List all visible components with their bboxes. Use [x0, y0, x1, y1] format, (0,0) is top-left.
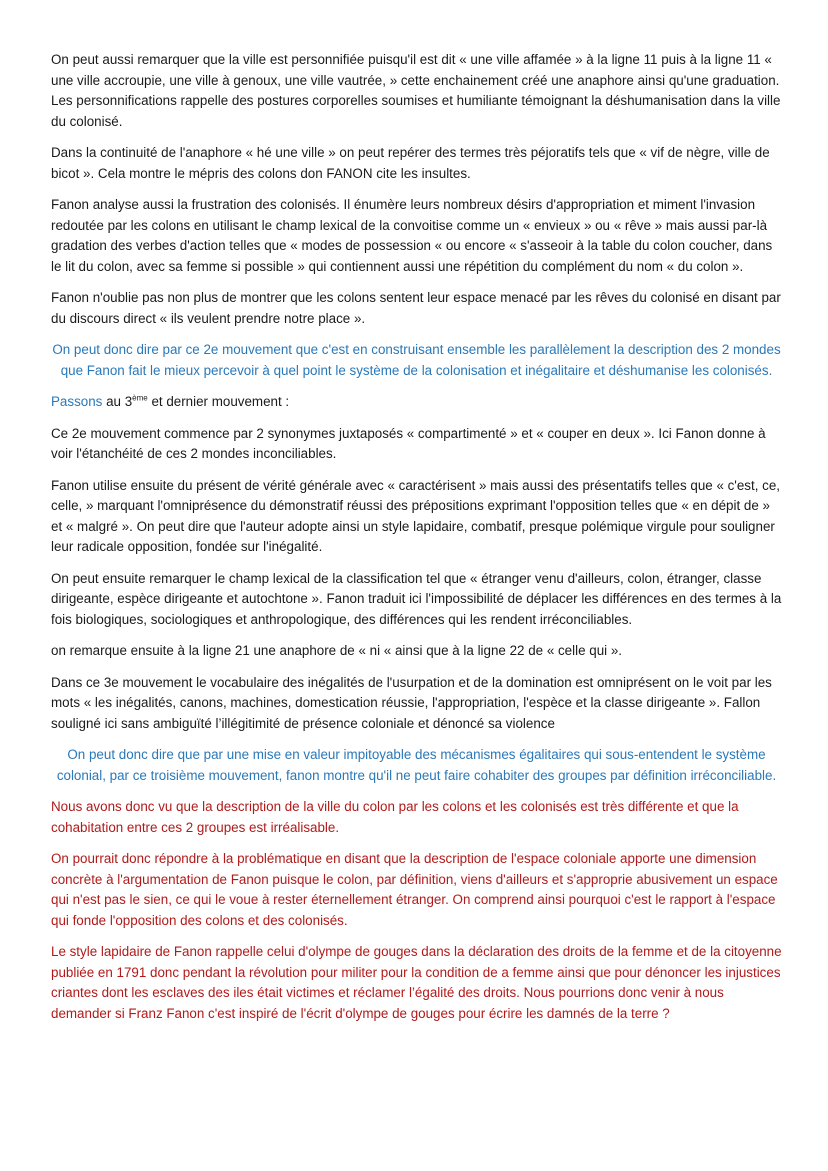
paragraph-personification: On peut aussi remarquer que la ville est personnifiée puisqu'il est dit « une ville affamée » à la ligne 11 puis à la ligne 11 « une ville accroupie, une ville à genoux, une ville vautrée, » cette enchainement créé une anaphore ainsi qu'une graduation. Les personnifications rappelle des postures corporelles soumises et humiliante témoignant la déshumanisation dans la ville du colonisé.: [51, 52, 781, 129]
paragraph-frustration: Fanon analyse aussi la frustration des colonisés. Il énumère leurs nombreux désirs d'appropriation et miment l'invasion redoutée par les colons en utilisant le champ lexical de la convoitise comme un « envieux » ou « rêve » mais aussi par-là gradation des verbes d'action telles que « modes de possession « ou encore « s'asseoir à la table du colon coucher, dans le lit du colon, avec sa femme si possible » qui contiennent aussi une répétition du complément du nom « du colon ».: [51, 197, 773, 274]
conclusion-ouverture: Le style lapidaire de Fanon rappelle celui d'olympe de gouges dans la déclaration des droits de la femme et de la citoyenne publiée en 1791 donc pendant la révolution pour militer pour la condition de a femme ainsi que pour dénoncer les injustices criantes dont les esclaves des iles était victimes et réclamer l’égalité des droits. Nous pourrions donc venir à nous demander si Franz Fanon c'est inspiré de l'écrit d'olympe de gouges pour écrire les damnés de la terre ?: [51, 944, 782, 1021]
paragraph-synonymes: Ce 2e mouvement commence par 2 synonymes juxtaposés « compartimenté » et « couper en deux ». Ici Fanon donne à voir l'étanchéité de ces 2 mondes inconciliables.: [51, 425, 766, 461]
conclusion-mouvement-3: On peut donc dire que par une mise en valeur impitoyable des mécanismes égalitaires qui sous-entendent le système colonial, par ce troisième mouvement, fanon montre qu'il ne peut faire cohabiter des groupes par définition irréconciliable.: [56, 747, 777, 783]
paragraph-classification: On peut ensuite remarquer le champ lexical de la classification tel que « étranger venu d'ailleurs, colon, étranger, classe dirigeante, espèce dirigeante et autochtone ». Fanon traduit ici l'impossibilité de déplacer les différences en des termes à la fois biologiques, sociologiques et anthropologique, des différences qui les rendent irréconciliables.: [51, 570, 782, 627]
conclusion-problematique: On pourrait donc répondre à la problématique en disant que la description de l'espace coloniale apporte une dimension concrète à l'argumentation de Fanon puisque le colon, par définition, viens d'ailleurs et s'approprie abusivement un espace qui n'est pas le sien, ce qui le voue à rester éternellement étranger. On comprend ainsi pourquoi c'est le rapport à l'espace qui fonde l'opposition des colons et des colonisés.: [51, 851, 778, 928]
heading-superscript: ème: [132, 393, 148, 403]
conclusion-bilan: Nous avons donc vu que la description de la ville du colon par les colons et les colonisés est très différente et que la cohabitation entre ces 2 groupes est irréalisable.: [51, 799, 739, 835]
conclusion-mouvement-2: On peut donc dire par ce 2e mouvement que c'est en construisant ensemble les parallèlement la description des 2 mondes que Fanon fait le mieux percevoir à quel point le système de la colonisation et inégalitaire et déshumanise les colonisés.: [52, 342, 781, 378]
paragraph-inegalites: Dans ce 3e mouvement le vocabulaire des inégalités de l'usurpation et de la domination est omniprésent on le voit par les mots « les inégalités, canons, machines, domestication réussie, l'appropriation, l'espèce et la classe dirigeante ». Fallon souligné ici sans ambiguïté l’illégitimité de présence coloniale et dénoncé sa violence: [51, 674, 772, 731]
paragraph-anaphore-ni: on remarque ensuite à la ligne 21 une anaphore de « ni « ainsi que à la ligne 22 de « celle qui ».: [51, 643, 623, 658]
paragraph-espace-menace: Fanon n'oublie pas non plus de montrer que les colons sentent leur espace menacé par les rêves du colonisé en disant par du discours direct « ils veulent prendre notre place ».: [51, 290, 781, 326]
passons-word: Passons: [51, 394, 103, 409]
heading-mid: au 3: [102, 394, 133, 409]
paragraph-anaphore-insults: Dans la continuité de l'anaphore « hé une ville » on peut repérer des termes très péjoratifs tels que « vif de nègre, ville de bicot ». Cela montre le mépris des colons don FANON cite les insultes.: [51, 145, 770, 181]
heading-mouvement-3: [51, 392, 782, 413]
paragraph-present-verite: Fanon utilise ensuite du présent de vérité générale avec « caractérisent » mais aussi des présentatifs telles que « c'est, ce, celle, » marquant l'omniprésence du démonstratif réussi des prépositions exprimant l'opposition telles que « en dépit de » et « malgré ». On peut dire que l'auteur adopte ainsi un style lapidaire, combatif, presque polémique virgule pour souligner leur radicale opposition, fondée sur l'inégalité.: [51, 477, 781, 554]
heading-end: et dernier mouvement :: [147, 394, 290, 409]
